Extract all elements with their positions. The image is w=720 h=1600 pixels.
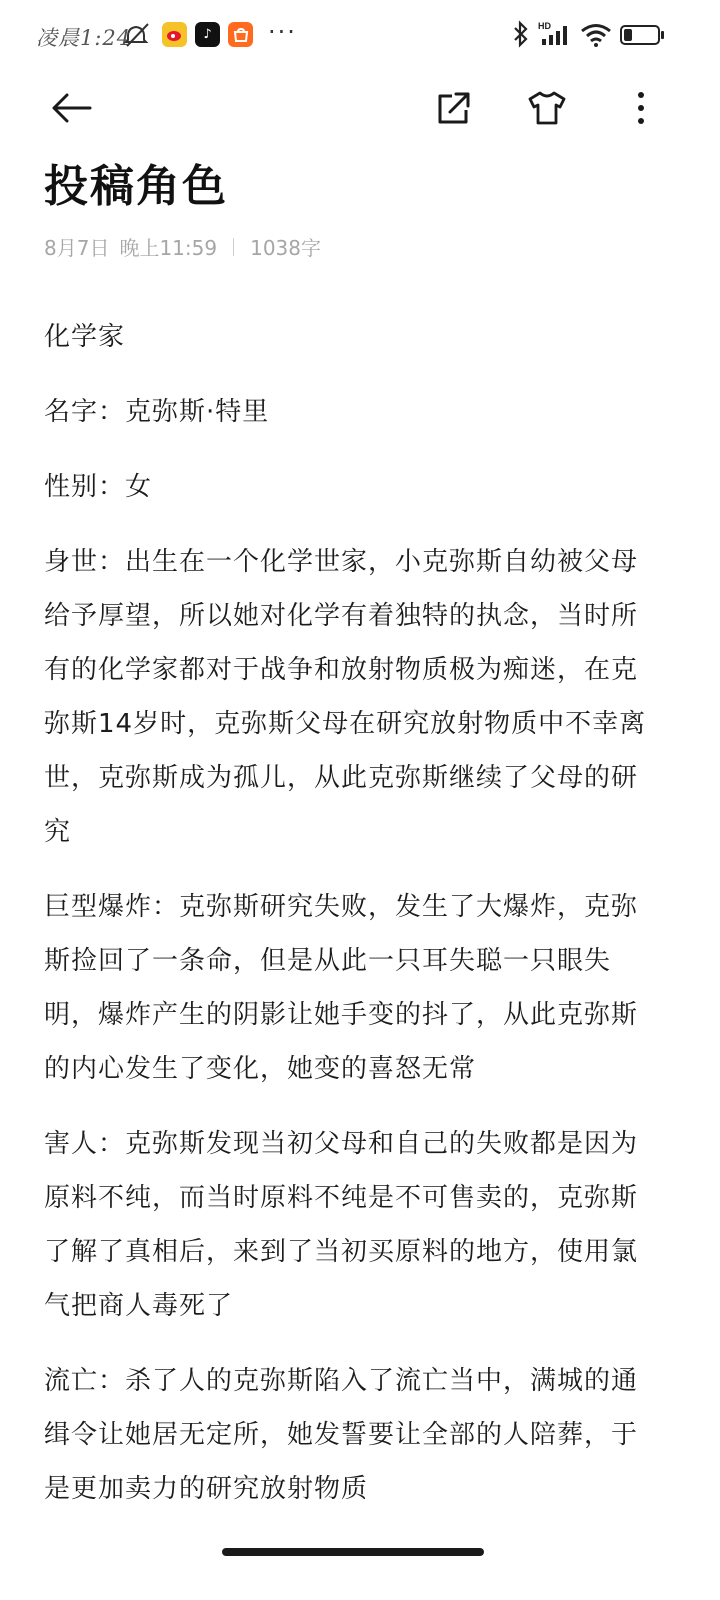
taobao-app-icon (228, 22, 253, 47)
mute-icon (124, 22, 152, 52)
note-body[interactable] (44, 310, 664, 1537)
note-toolbar (0, 76, 720, 140)
bluetooth-icon (512, 20, 530, 52)
back-arrow-icon (50, 92, 94, 124)
more-vertical-icon (637, 90, 645, 126)
hd-signal-icon (538, 20, 574, 52)
note-paragraph: 化学家 (44, 322, 126, 352)
weibo-app-icon (162, 22, 187, 47)
wifi-icon (580, 22, 612, 52)
note-paragraph: 害人：克弥斯发现当初父母和自己的失败都是因为原料不纯，而当时原料不纯是不可售卖的，克弥斯了解了真相后，来到了当初买原料的地方，使用氯气把商人毒死了 (44, 1129, 639, 1321)
share-button[interactable] (424, 76, 484, 140)
theme-button[interactable] (517, 76, 577, 140)
note-date: 8月7日 (44, 236, 110, 260)
back-button[interactable] (42, 76, 102, 140)
share-icon (436, 90, 472, 126)
home-indicator[interactable] (222, 1548, 484, 1556)
more-options-button[interactable] (611, 76, 671, 140)
tiktok-app-icon: ♪ (195, 22, 220, 47)
note-meta (44, 232, 321, 261)
note-time: 晚上11:59 (119, 236, 218, 260)
note-paragraph: 巨型爆炸：克弥斯研究失败，发生了大爆炸，克弥斯捡回了一条命，但是从此一只耳失聪一只眼失明，爆炸产生的阴影让她手变的抖了，从此克弥斯的内心发生了变化，她变的喜怒无常 (44, 892, 639, 1084)
theme-shirt-icon (527, 90, 567, 126)
note-word-count: 1038字 (250, 236, 321, 260)
note-paragraph: 身世：出生在一个化学世家，小克弥斯自幼被父母给予厚望，所以她对化学有着独特的执念，当时所有的化学家都对于战争和放射物质极为痴迷，在克弥斯14岁时，克弥斯父母在研究放射物质中不幸离世，克弥斯成为孤儿，从此克弥斯继续了父母的研究 (44, 547, 647, 847)
meta-divider (233, 238, 234, 256)
status-bar (0, 0, 720, 70)
note-title[interactable]: 投稿角色 (44, 161, 228, 212)
note-paragraph: 性别：女 (44, 472, 153, 502)
battery-icon (620, 24, 666, 50)
note-paragraph: 名字：克弥斯·特里 (44, 397, 270, 427)
note-paragraph: 流亡：杀了人的克弥斯陷入了流亡当中，满城的通缉令让她居无定所，她发誓要让全部的人陪葬，于是更加卖力的研究放射物质 (44, 1366, 639, 1504)
status-time: 凌晨1:24 (36, 26, 132, 50)
more-notifications-icon: ··· (268, 18, 297, 46)
svg-text:HD: HD (538, 21, 551, 31)
